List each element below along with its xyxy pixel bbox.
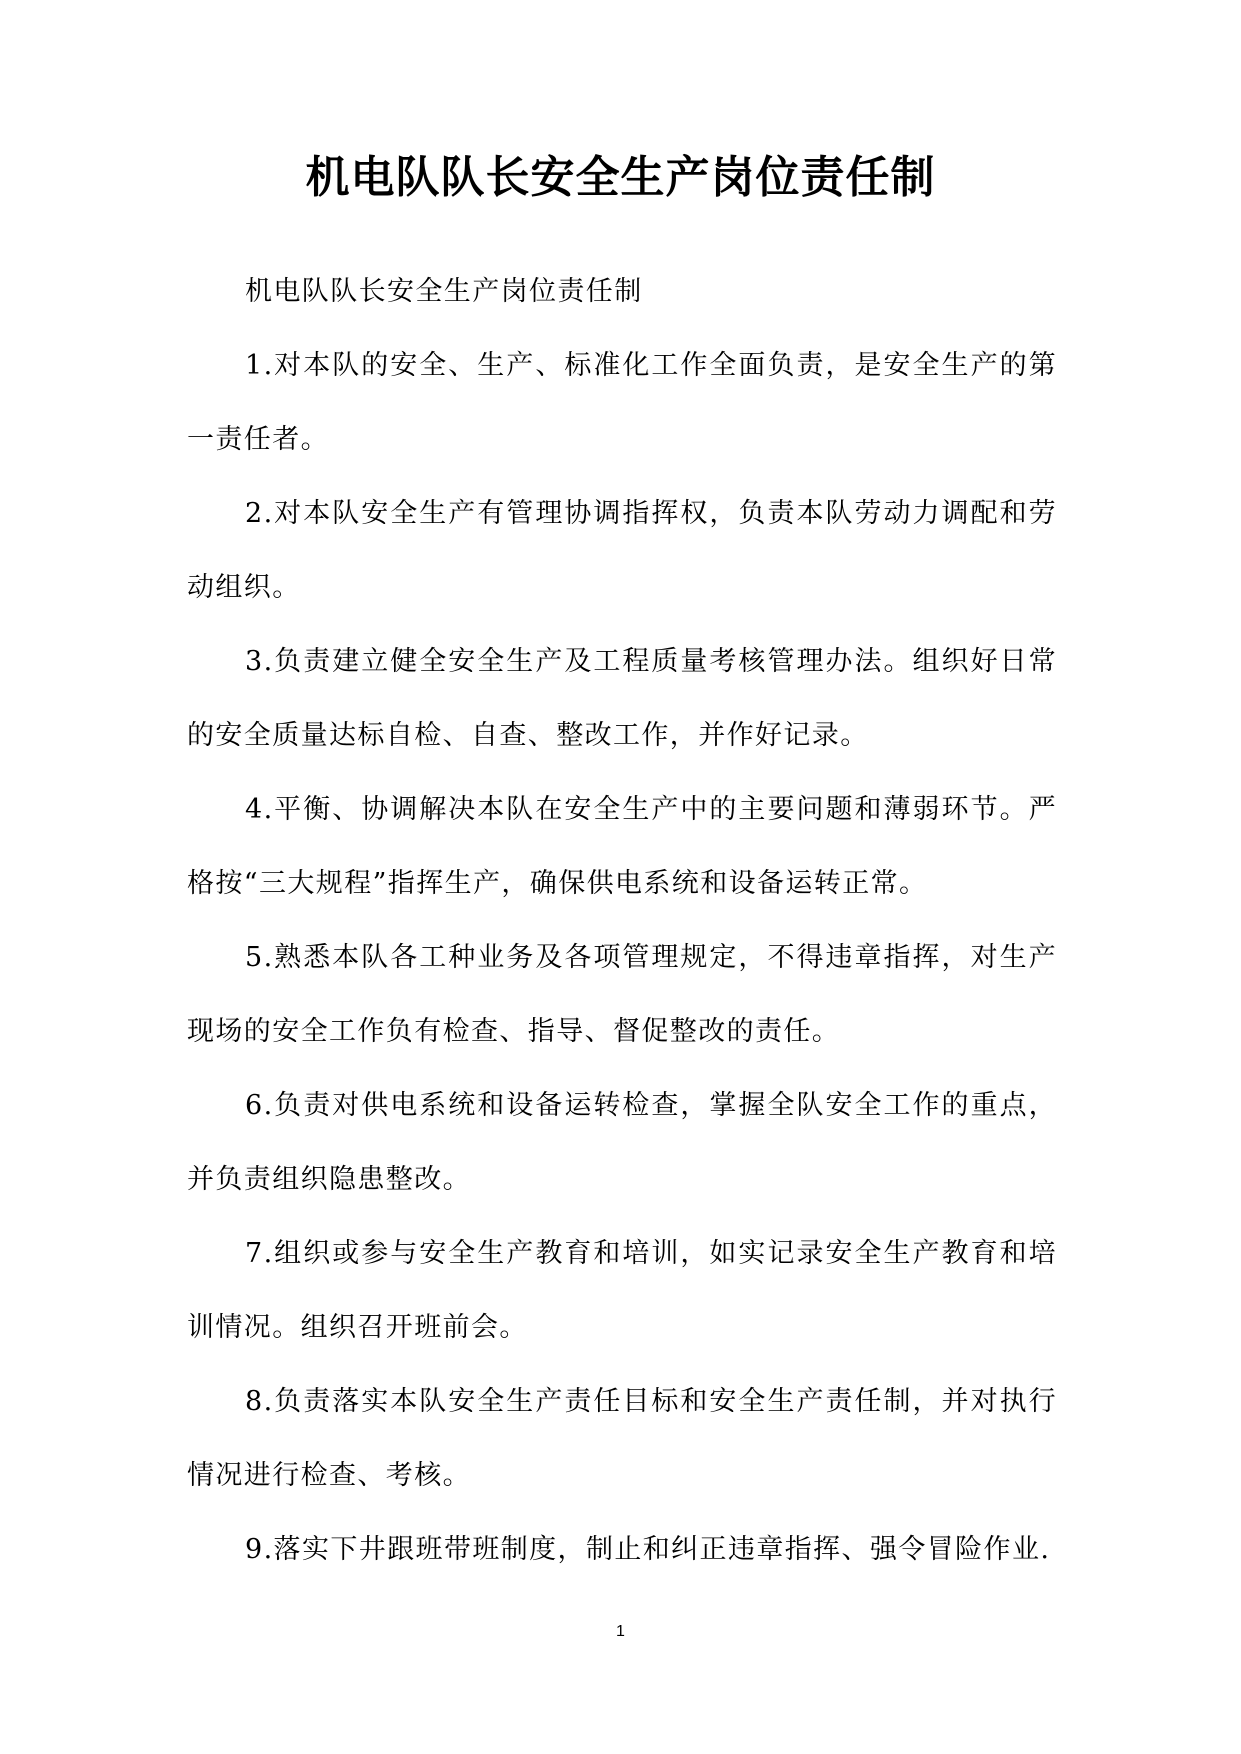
paragraph-item-7: 7.组织或参与安全生产教育和培训，如实记录安全生产教育和培训情况。组织召开班前会。	[187, 1238, 1057, 1343]
document-body	[187, 255, 1057, 1587]
paragraph-item-1: 1.对本队的安全、生产、标准化工作全面负责，是安全生产的第一责任者。	[187, 350, 1057, 455]
paragraph-item-6: 6.负责对供电系统和设备运转检查，掌握全队安全工作的重点，并负责组织隐患整改。	[187, 1090, 1057, 1195]
page-number: 1	[616, 1623, 625, 1640]
paragraph-heading: 机电队队长安全生产岗位责任制	[245, 276, 643, 307]
paragraph-item-2: 2.对本队安全生产有管理协调指挥权，负责本队劳动力调配和劳动组织。	[187, 498, 1057, 603]
document-title: 机电队队长安全生产岗位责任制	[305, 152, 936, 203]
paragraph-item-9: 9.落实下井跟班带班制度，制止和纠正违章指挥、强令冒险作业.	[245, 1534, 1051, 1565]
paragraph-item-5: 5.熟悉本队各工种业务及各项管理规定，不得违章指挥，对生产现场的安全工作负有检查、指导、督促整改的责任。	[187, 942, 1057, 1047]
paragraph-item-8: 8.负责落实本队安全生产责任目标和安全生产责任制，并对执行情况进行检查、考核。	[187, 1386, 1057, 1491]
paragraph-item-3: 3.负责建立健全安全生产及工程质量考核管理办法。组织好日常的安全质量达标自检、自查、整改工作，并作好记录。	[187, 646, 1057, 751]
paragraph-item-4: 4.平衡、协调解决本队在安全生产中的主要问题和薄弱环节。严格按“三大规程”指挥生产，确保供电系统和设备运转正常。	[187, 794, 1057, 899]
